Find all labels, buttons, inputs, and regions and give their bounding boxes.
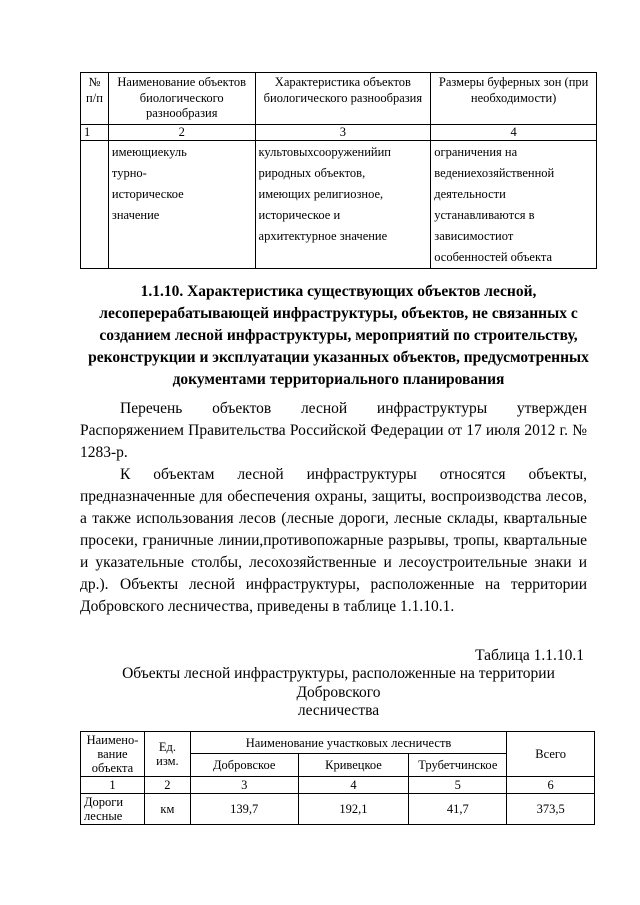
cell-buffer-zone — [431, 141, 597, 269]
table-row — [81, 794, 595, 825]
paragraph-infrastructure-list: Перечень объектов лесной инфраструктуры утвержден Распоряжением Правительства Российской Федерации от 17 июля 2012 г. № 1283-р. — [80, 400, 587, 461]
table-title-line: лесничества — [297, 702, 380, 719]
cell-line: деятельности — [434, 187, 506, 201]
table-header-row — [81, 732, 595, 754]
header-unit: Ед. изм. — [144, 732, 190, 777]
header-krivetskoe: Кривецкое — [298, 754, 409, 777]
column-number: 4 — [298, 777, 409, 794]
cell-line: особенностей объекта — [434, 250, 553, 264]
cell-line: историческое и — [258, 208, 341, 222]
column-number: 1 — [81, 777, 145, 794]
table-row — [81, 141, 597, 269]
header-number: № п/п — [81, 73, 109, 125]
cell-dobrovskoe: 139,7 — [190, 794, 298, 825]
cell-line: ограничения на — [434, 145, 518, 159]
table-title-line: Добровского — [296, 683, 381, 701]
cell-line: значение — [111, 208, 160, 222]
cell-line: историческое — [111, 187, 184, 201]
cell-line: имеющиекуль — [111, 145, 187, 159]
cell-characteristic — [255, 141, 431, 269]
table-label: Таблица 1.1.10.1 — [475, 647, 584, 664]
column-number-row — [81, 124, 597, 141]
cell-krivetskoe: 192,1 — [298, 794, 409, 825]
cell-object-name: Дороги лесные — [81, 794, 145, 825]
biodiversity-table — [80, 72, 597, 269]
section-heading: 1.1.10. Характеристика существующих объектов лесной, лесоперерабатывающей инфраструктуры, объектов, не связанных с созданием лесной инфраструктуры, мероприятий по строительству, реконструкции и эксплуатации указанных объектов, предусмотренных документами территориального планирования — [88, 283, 589, 388]
cell-unit: км — [144, 794, 190, 825]
column-number: 2 — [108, 124, 255, 141]
header-trubetchinskoe: Трубетчинское — [409, 754, 507, 777]
cell-line: архитектурное значение — [258, 229, 388, 243]
column-number: 3 — [255, 124, 431, 141]
header-object-name: Наименование объектов биологического разнообразия — [108, 73, 255, 125]
cell-line: риродных объектов, — [258, 166, 366, 180]
cell-line: культовыхсооруженийип — [258, 145, 391, 159]
header-buffer-zone: Размеры буферных зон (при необходимости) — [431, 73, 597, 125]
column-number: 2 — [144, 777, 190, 794]
cell-line: турно- — [111, 166, 147, 180]
column-number: 3 — [190, 777, 298, 794]
cell-object-name — [108, 141, 255, 269]
cell-line: устанавливаются в — [434, 208, 535, 222]
column-number: 6 — [507, 777, 595, 794]
table-title — [80, 665, 597, 721]
header-total: Всего — [507, 732, 595, 777]
header-forestry-group: Наименование участковых лесничеств — [190, 732, 506, 754]
paragraph-infrastructure-objects: К объектам лесной инфраструктуры относятся объекты, предназначенные для обеспечения охраны, защиты, воспроизводства лесов, а также использования лесов (лесные дороги, лесные склады, квартальные просеки, граничные линии,противопожарные разрывы, тропы, квартальные и указательные столбы, лесохозяйственные и лесоустроительные знаки и др.). — [80, 466, 587, 593]
header-dobrovskoe: Добровское — [190, 754, 298, 777]
header-characteristic: Характеристика объектов биологического разнообразия — [255, 73, 431, 125]
column-number: 1 — [81, 124, 109, 141]
cell-line: имеющих религиозное, — [258, 187, 384, 201]
cell-line: ведениехозяйственной — [434, 166, 555, 180]
cell-trubetchinskoe: 41,7 — [409, 794, 507, 825]
column-number: 4 — [431, 124, 597, 141]
infrastructure-table — [80, 731, 595, 825]
column-number: 5 — [409, 777, 507, 794]
table-header-row — [81, 73, 597, 125]
paragraph-table-reference: Объекты лесной инфраструктуры, расположенные на территории Добровского лесничества, приведены в таблице 1.1.10.1. — [80, 576, 587, 615]
table-title-line: Объекты лесной инфраструктуры, расположенные на территории — [122, 665, 555, 682]
cell-line: зависимостиот — [434, 229, 514, 243]
cell-total: 373,5 — [507, 794, 595, 825]
header-object-name: Наимено-вание объекта — [81, 732, 145, 777]
cell-number — [81, 141, 109, 269]
column-number-row — [81, 777, 595, 794]
